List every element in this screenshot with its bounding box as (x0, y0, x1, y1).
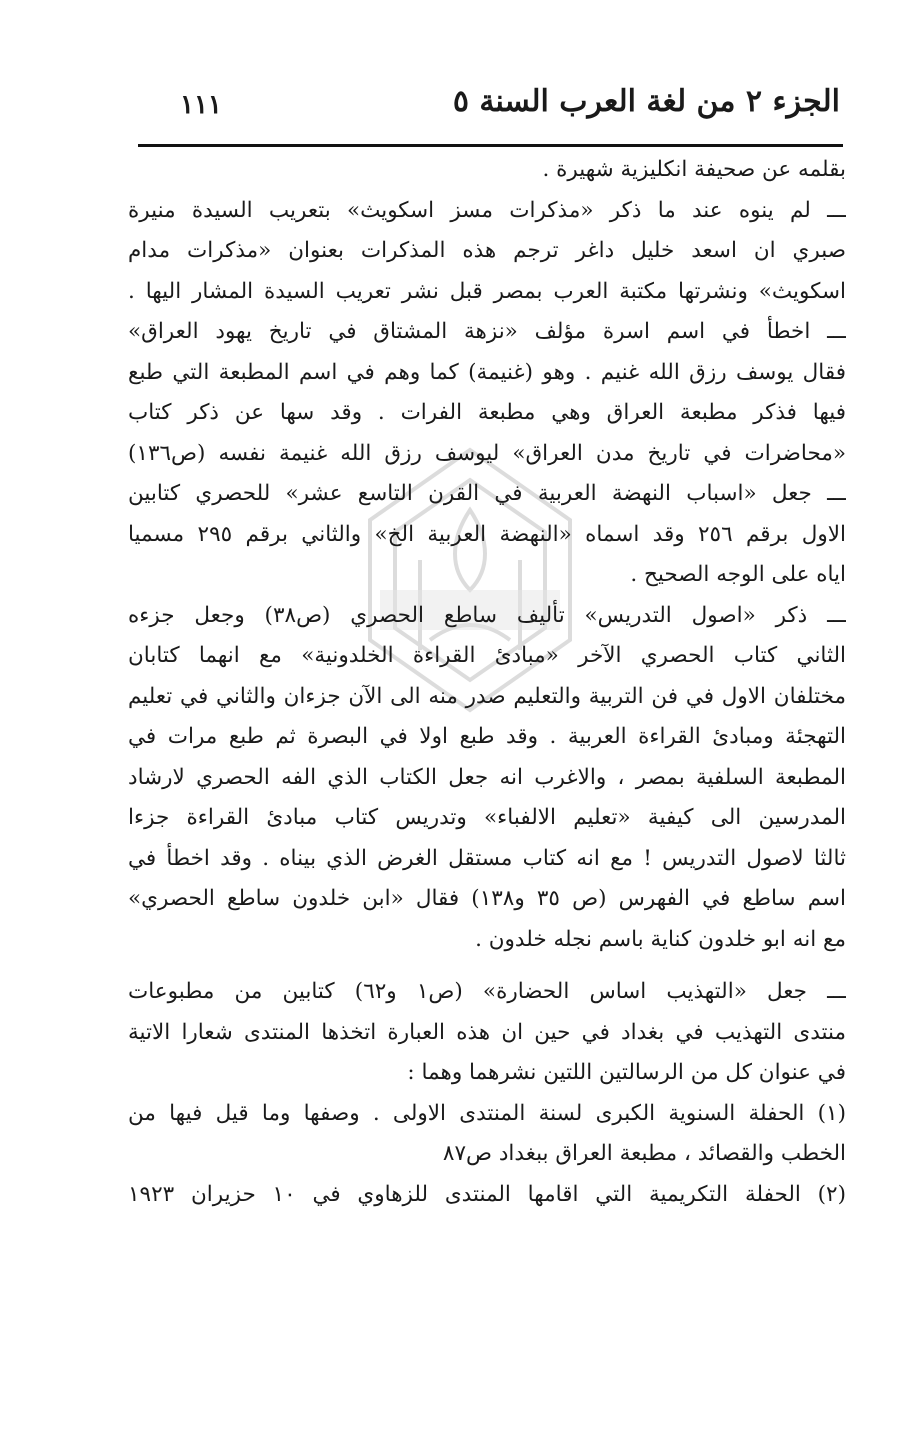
text-line: فقال يوسف رزق الله غنيم . وهو (غنيمة) كما وهم في اسم المطبعة التي طبع (128, 359, 846, 385)
text-line: منتدى التهذيب في بغداد في حين ان هذه العبارة اتخذها المنتدى شعارا الاتية (128, 1019, 846, 1045)
running-title: الجزء ٢ من لغة العرب السنة ٥ (452, 84, 840, 119)
text-line: صبري ان اسعد خليل داغر ترجم هذه المذكرات بعنوان «مذكرات مدام (128, 238, 846, 263)
text-line: في عنوان كل من الرسالتين اللتين نشرهما وهما : (407, 1060, 846, 1085)
text-line: ـــ ذكر «اصول التدريس» تأليف ساطع الحصري (ص٣٨) وجعل جزءه (128, 602, 846, 628)
text-line: ـــ جعل «اسباب النهضة العربية في القرن التاسع عشر» للحصري كتابين (128, 481, 846, 506)
page-header (150, 70, 840, 140)
article-body (128, 150, 846, 1215)
text-line: الثاني كتاب الحصري الآخر «مبادئ القراءة الخلدونية» مع انهما كتابان (128, 643, 846, 668)
paragraph-gap (128, 960, 846, 972)
header-rule (138, 144, 843, 147)
text-line: الاول برقم ٢٥٦ وقد اسماه «النهضة العربية الخ» والثاني برقم ٢٩٥ مسميا (128, 521, 846, 547)
text-line: (١) الحفلة السنوية الكبرى لسنة المنتدى الاولى . وصفها وما قيل فيها من (128, 1100, 846, 1126)
page-number: ١١١ (180, 90, 222, 120)
text-line: (٢) الحفلة التكريمية التي اقامها المنتدى للزهاوي في ١٠ حزيران ١٩٢٣ (128, 1181, 846, 1207)
text-line: فيها فذكر مطبعة العراق وهي مطبعة الفرات . وقد سها عن ذكر كتاب (128, 400, 846, 425)
text-line: ـــ جعل «التهذيب اساس الحضارة» (ص١ و٦٢) كتابين من مطبوعات (128, 979, 846, 1004)
text-line: «محاضرات في تاريخ مدن العراق» ليوسف رزق الله غنيمة نفسه (ص١٣٦) (128, 440, 846, 466)
text-line: المطبعة السلفية بمصر ، والاغرب انه جعل الكتاب الذي الفه الحصري لارشاد (128, 764, 846, 790)
text-line: الخطب والقصائد ، مطبعة العراق ببغداد ص٨٧ (442, 1141, 846, 1166)
text-line: ثالثا لاصول التدريس ! مع انه كتاب مستقل الغرض الذي بيناه . وقد اخطأ في (128, 845, 846, 871)
text-line: ـــ اخطأ في اسم اسرة مؤلف «نزهة المشتاق في تاريخ يهود العراق» (128, 319, 846, 344)
text-line: اسكويث» ونشرتها مكتبة العرب بمصر قبل نشر تعريب السيدة المشار اليها . (128, 278, 846, 304)
text-line: اياه على الوجه الصحيح . (630, 562, 846, 587)
text-line: مع انه ابو خلدون كناية باسم نجله خلدون . (475, 926, 846, 952)
text-line: التهجئة ومبادئ القراءة العربية . وقد طبع اولا في البصرة ثم طبع مرات في (128, 724, 846, 749)
text-line: اسم ساطع في الفهرس (ص ٣٥ و١٣٨) فقال «ابن خلدون ساطع الحصري» (128, 886, 846, 911)
text-line: مختلفان الاول في فن التربية والتعليم صدر منه الى الآن جزءان والثاني في تعليم (128, 683, 846, 709)
text-line: المدرسين الى كيفية «تعليم الالفباء» وتدريس كتاب مبادئ القراءة جزءا (128, 805, 846, 830)
text-line: ـــ لم ينوه عند ما ذكر «مذكرات مسز اسكويث» بتعريب السيدة منيرة (128, 197, 846, 223)
text-line: بقلمه عن صحيفة انكليزية شهيرة . (542, 157, 846, 182)
